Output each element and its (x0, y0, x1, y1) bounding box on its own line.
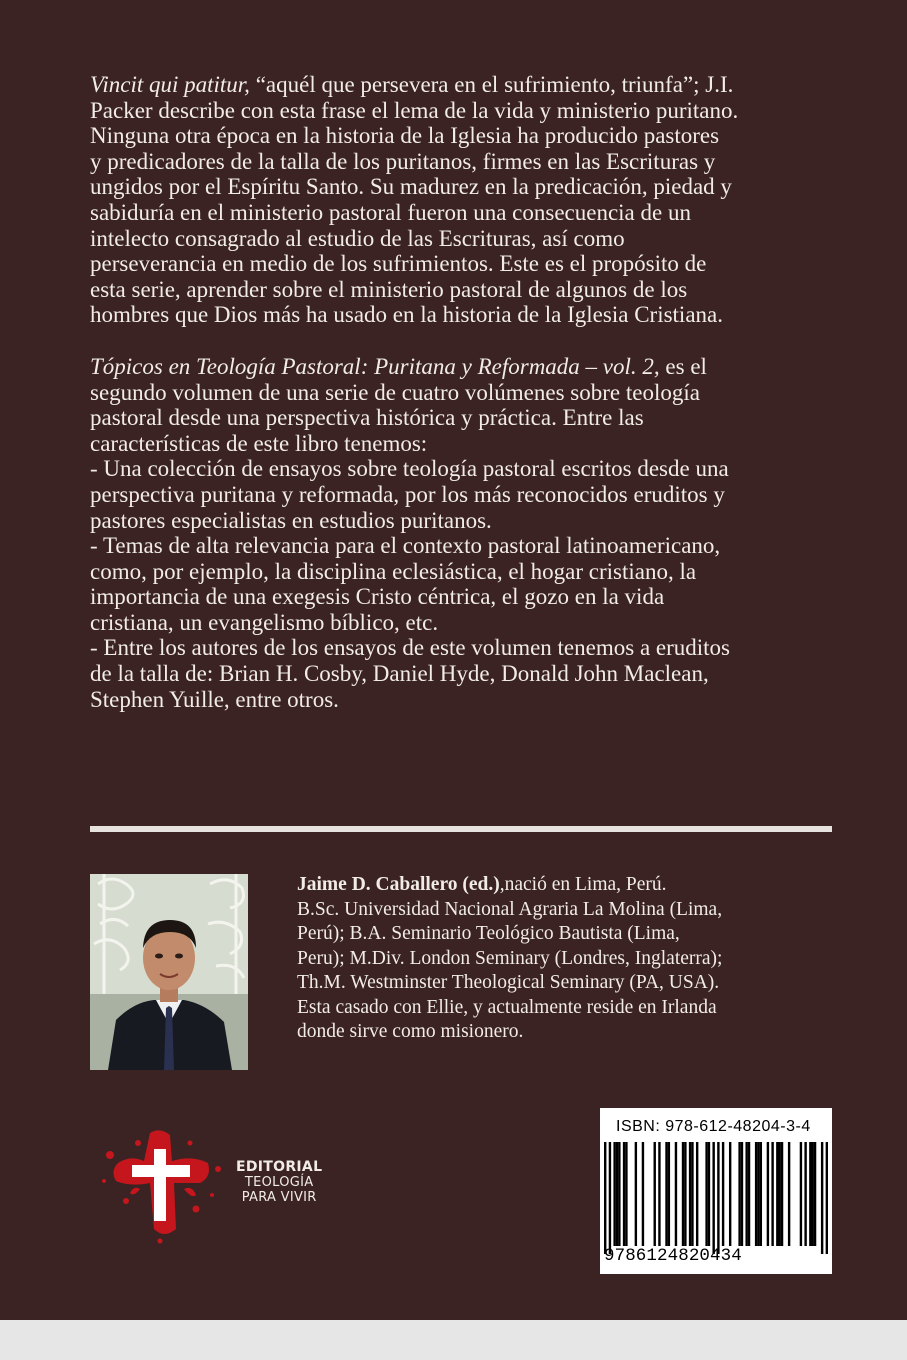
blurb-line: de la talla de: Brian H. Cosby, Daniel Hyde, Donald John Maclean, (90, 661, 709, 687)
author-name: Jaime D. Caballero (ed.) (297, 874, 500, 895)
barcode-bar (712, 1142, 714, 1254)
blurb-line: Packer describe con esta frase el lema de la vida y ministerio puritano. (90, 97, 739, 123)
barcode-bar (691, 1142, 693, 1246)
blurb-line: cristiana, un evangelismo bíblico, etc. (90, 609, 439, 635)
blurb-line: características de este libro tenemos: (90, 430, 428, 456)
barcode-bar (821, 1142, 823, 1254)
barcode-bar (623, 1142, 625, 1246)
barcode (604, 1142, 828, 1254)
barcode-bar (696, 1142, 698, 1246)
bio-line: Perú); B.A. Seminario Teológico Bautista (Lima, (297, 923, 680, 944)
barcode-bar (811, 1142, 813, 1246)
blurb-line: Ninguna otra época en la historia de la Iglesia ha producido pastores (90, 123, 720, 149)
barcode-bar (745, 1142, 747, 1246)
bio-line: Esta casado con Ellie, y actualmente reside en Irlanda (297, 996, 717, 1018)
blurb-line: pastoral desde una perspectiva histórica y práctica. Entre las (90, 405, 644, 431)
blurb-line: - Una colección de ensayos sobre teología pastoral escritos desde una (90, 456, 729, 482)
blurb-line: hombres que Dios más ha usado en la historia de la Iglesia Cristiana. (90, 302, 723, 328)
barcode-bar (642, 1142, 644, 1246)
publisher-line-2: TEOLOGÍA (244, 1175, 314, 1190)
publisher-name (236, 1160, 322, 1205)
blurb-line: importancia de una exegesis Cristo céntrica, el gozo en la vida (90, 584, 665, 610)
barcode-bar (760, 1142, 762, 1246)
blurb-line: - Entre los autores de los ensayos de este volumen tenemos a eruditos (90, 635, 731, 661)
barcode-bar (804, 1142, 806, 1246)
barcode-bar (776, 1142, 778, 1246)
barcode-bar (814, 1142, 816, 1246)
barcode-bar (675, 1142, 677, 1246)
blurb-line: perseverancia en medio de los sufrimientos. Este es el propósito de (90, 251, 707, 277)
barcode-bar (771, 1142, 773, 1246)
barcode-bar (705, 1142, 707, 1246)
barcode-bar (658, 1142, 660, 1246)
bio-line: Th.M. Westminster Theological Seminary (PA, USA). (297, 972, 720, 993)
blurb-paragraph-2 (90, 354, 832, 712)
barcode-bar (826, 1142, 828, 1254)
blurb-line: ungidos por el Espíritu Santo. Su madurez en la predicación, piedad y (90, 174, 732, 200)
blurb-line: esta serie, aprender sobre el ministerio pastoral de algunos de los (90, 276, 688, 302)
barcode-bar (609, 1142, 611, 1254)
barcode-bar (613, 1142, 615, 1246)
bio-line: Jaime D. Caballero (ed.),nació en Lima, Perú. (297, 874, 667, 895)
blurb-line: como, por ejemplo, la disciplina eclesiástica, el hogar cristiano, la (90, 558, 697, 584)
blurb-paragraph-1 (90, 72, 832, 328)
barcode-bar (755, 1142, 757, 1246)
blurb-line: Vincit qui patitur, “aquél que persevera en el sufrimiento, triunfa”; J.I. (90, 72, 734, 97)
barcode-bar (654, 1142, 656, 1246)
barcode-bar (689, 1142, 691, 1246)
bio-line: donde sirve como misionero. (297, 1021, 524, 1042)
barcode-bar (717, 1142, 719, 1254)
author-portrait (90, 874, 248, 1070)
author-photo (90, 874, 248, 1070)
barcode-bar (781, 1142, 783, 1246)
publisher-line-1: EDITORIAL (236, 1159, 323, 1175)
barcode-bar (800, 1142, 802, 1246)
author-bio (297, 873, 837, 1045)
barcode-bar (616, 1142, 618, 1246)
blurb-line: sabiduría en el ministerio pastoral fueron una consecuencia de un (90, 199, 691, 225)
latin-motto: Vincit qui patitur, (90, 72, 250, 97)
blurb-line: pastores especialistas en estudios puritanos. (90, 507, 492, 533)
isbn-barcode-box (600, 1108, 832, 1274)
bio-line: Peru); M.Div. London Seminary (Londres, Inglaterra); (297, 947, 723, 969)
barcode-bar (635, 1142, 637, 1246)
blurb (90, 72, 832, 712)
barcode-bar (729, 1142, 731, 1246)
barcode-bar (778, 1142, 780, 1246)
barcode-bar (618, 1142, 620, 1246)
barcode-bar (684, 1142, 686, 1246)
barcode-bar (738, 1142, 740, 1246)
blurb-line: - Temas de alta relevancia para el contexto pastoral latinoamericano, (90, 533, 721, 559)
barcode-bar (722, 1142, 724, 1246)
publisher-line-3: PARA VIVIR (241, 1190, 317, 1205)
barcode-bar (682, 1142, 684, 1246)
barcode-bar (665, 1142, 667, 1246)
barcode-bar (767, 1142, 769, 1246)
barcode-bar (668, 1142, 670, 1246)
blurb-line: intelecto consagrado al estudio de las Escrituras, así como (90, 225, 625, 251)
barcode-bar (748, 1142, 750, 1246)
barcode-bar (708, 1142, 710, 1246)
blurb-line: Tópicos en Teología Pastoral: Puritana y Reformada – vol. 2, es el (90, 353, 707, 379)
barcode-bar (604, 1142, 606, 1254)
isbn-label: ISBN: 978-612-48204-3-4 (616, 1118, 811, 1135)
blurb-line: y predicadores de la talla de los puritanos, firmes en las Escrituras y (90, 148, 716, 174)
blurb-line: segundo volumen de una serie de cuatro volúmenes sobre teología (90, 379, 700, 405)
barcode-bar (625, 1142, 627, 1246)
isbn-digits: 9786124820434 (604, 1246, 742, 1266)
barcode-bar (741, 1142, 743, 1246)
bio-line: B.Sc. Universidad Nacional Agraria La Molina (Lima, (297, 898, 723, 920)
barcode-bar (757, 1142, 759, 1246)
blurb-line: perspectiva puritana y reformada, por los más reconocidos eruditos y (90, 481, 725, 507)
book-title-italic: Tópicos en Teología Pastoral: Puritana y Reformada – vol. 2, (90, 353, 660, 379)
barcode-bar (788, 1142, 790, 1246)
barcode-bar (809, 1142, 811, 1246)
divider (90, 826, 832, 832)
blurb-line: Stephen Yuille, entre otros. (90, 686, 339, 712)
